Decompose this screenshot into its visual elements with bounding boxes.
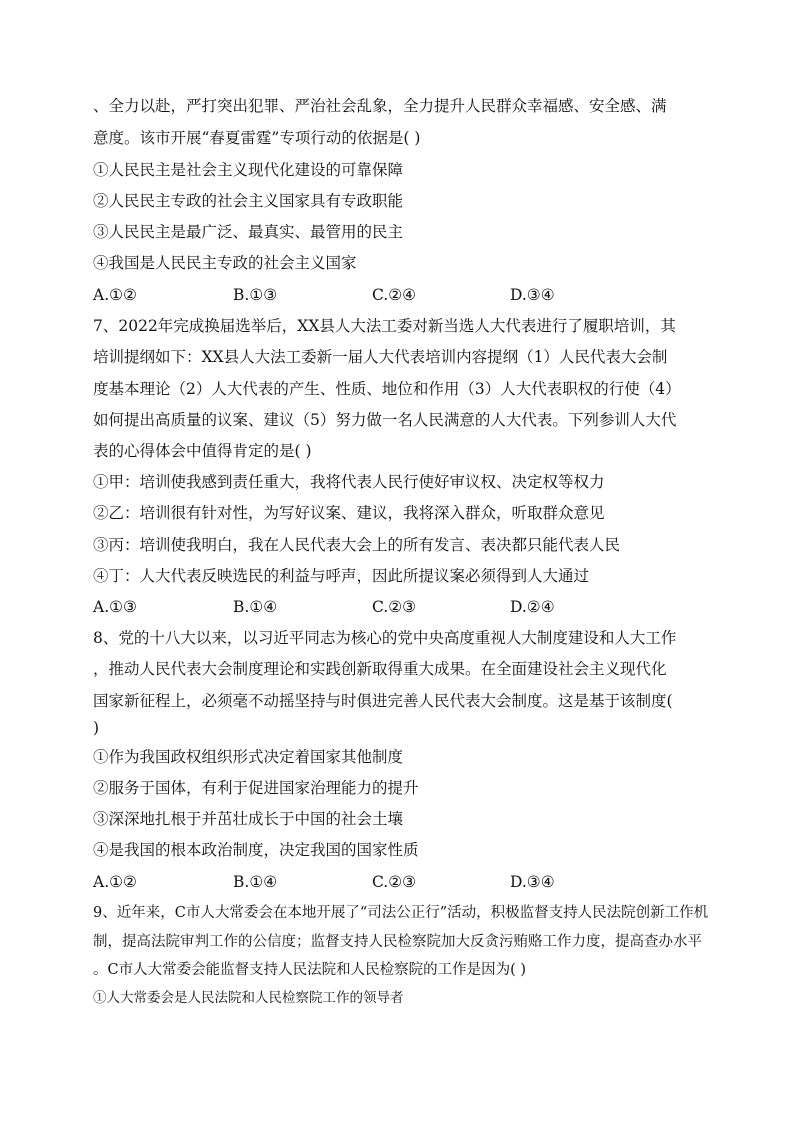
q7-option-d[interactable]: D.②④ bbox=[510, 598, 555, 616]
q6-option-b[interactable]: B.①③ bbox=[233, 286, 278, 304]
q9-stem-line-3: 。C市人大常委会能监督支持人民法院和人民检察院的工作是因为( ) bbox=[93, 962, 527, 978]
q7-stem-line-3: 度基本理论（2）人大代表的产生、性质、地位和作用（3）人大代表职权的行使（4） bbox=[93, 380, 681, 398]
q8-item-3: ③深深地扎根于并茁壮成长于中国的社会土壤 bbox=[93, 810, 404, 828]
q6-item-1: ①人民民主是社会主义现代化建设的可靠保障 bbox=[93, 161, 404, 179]
q8-item-1: ①作为我国政权组织形式决定着国家其他制度 bbox=[93, 748, 404, 766]
q8-option-c[interactable]: C.②③ bbox=[372, 873, 417, 891]
q8-item-4: ④是我国的根本政治制度，决定我国的国家性质 bbox=[93, 841, 419, 859]
q9-stem-line-2: 制，提高法院审判工作的公信度；监督支持人民检察院加大反贪污贿赂工作力度，提高查办水平 bbox=[93, 934, 702, 950]
q6-option-c[interactable]: C.②④ bbox=[372, 286, 417, 304]
q6-option-d[interactable]: D.③④ bbox=[510, 286, 555, 304]
q9-item-1: ①人大常委会是人民法院和人民检察院工作的领导者 bbox=[93, 990, 404, 1006]
q7-option-b[interactable]: B.①④ bbox=[233, 598, 278, 616]
q8-stem-line-1: 8、党的十八大以来，以习近平同志为核心的党中央高度重视人大制度建设和人大工作 bbox=[93, 629, 677, 647]
q8-option-a[interactable]: A.①② bbox=[93, 873, 137, 891]
q8-item-2: ②服务于国体，有利于促进国家治理能力的提升 bbox=[93, 779, 419, 797]
q7-stem-line-5: 表的心得体会中值得肯定的是( ) bbox=[93, 442, 312, 460]
q8-option-b[interactable]: B.①④ bbox=[233, 873, 278, 891]
q7-option-c[interactable]: C.②③ bbox=[372, 598, 417, 616]
q6-stem-line-2: 意度。该市开展“春夏雷霆”专项行动的依据是( ) bbox=[93, 129, 421, 147]
q8-stem-line-4: ) bbox=[93, 719, 100, 737]
q6-stem-line-1: 、全力以赴，严打突出犯罪、严治社会乱象，全力提升人民群众幸福感、安全感、满 bbox=[93, 97, 667, 115]
q8-stem-line-2: ，推动人民代表大会制度理论和实践创新取得重大成果。在全面建设社会主义现代化 bbox=[93, 660, 667, 678]
q7-item-3: ③丙：培训使我明白，我在人民代表大会上的所有发言、表决都只能代表人民 bbox=[93, 536, 621, 554]
q7-option-a[interactable]: A.①③ bbox=[93, 598, 137, 616]
q6-item-4: ④我国是人民民主专政的社会主义国家 bbox=[93, 254, 357, 272]
q7-stem-line-1: 7、2022年完成换届选举后，XX县人大法工委对新当选人大代表进行了履职培训，其 bbox=[93, 317, 676, 335]
q6-item-3: ③人民民主是最广泛、最真实、最管用的民主 bbox=[93, 223, 404, 241]
q7-stem-line-4: 如何提出高质量的议案、建议（5）努力做一名人民满意的人大代表。下列参训人大代 bbox=[93, 411, 677, 429]
q6-option-a[interactable]: A.①② bbox=[93, 286, 137, 304]
q7-item-4: ④丁：人大代表反映选民的利益与呼声，因此所提议案必须得到人大通过 bbox=[93, 567, 590, 585]
q7-stem-line-2: 培训提纲如下：XX县人大法工委新一届人大代表培训内容提纲（1）人民代表大会制 bbox=[93, 348, 668, 366]
q9-stem-line-1: 9、近年来，C市人大常委会在本地开展了“司法公正行”活动，积极监督支持人民法院创新工作机 bbox=[93, 905, 709, 921]
q7-item-2: ②乙：培训很有针对性，为写好议案、建议，我将深入群众，听取群众意见 bbox=[93, 504, 605, 522]
q8-option-d[interactable]: D.③④ bbox=[510, 873, 555, 891]
q8-stem-line-3: 国家新征程上，必须毫不动摇坚持与时俱进完善人民代表大会制度。这是基于该制度( bbox=[93, 692, 673, 710]
q6-item-2: ②人民民主专政的社会主义国家具有专政职能 bbox=[93, 192, 404, 210]
q7-item-1: ①甲：培训使我感到责任重大，我将代表人民行使好审议权、决定权等权力 bbox=[93, 473, 605, 491]
